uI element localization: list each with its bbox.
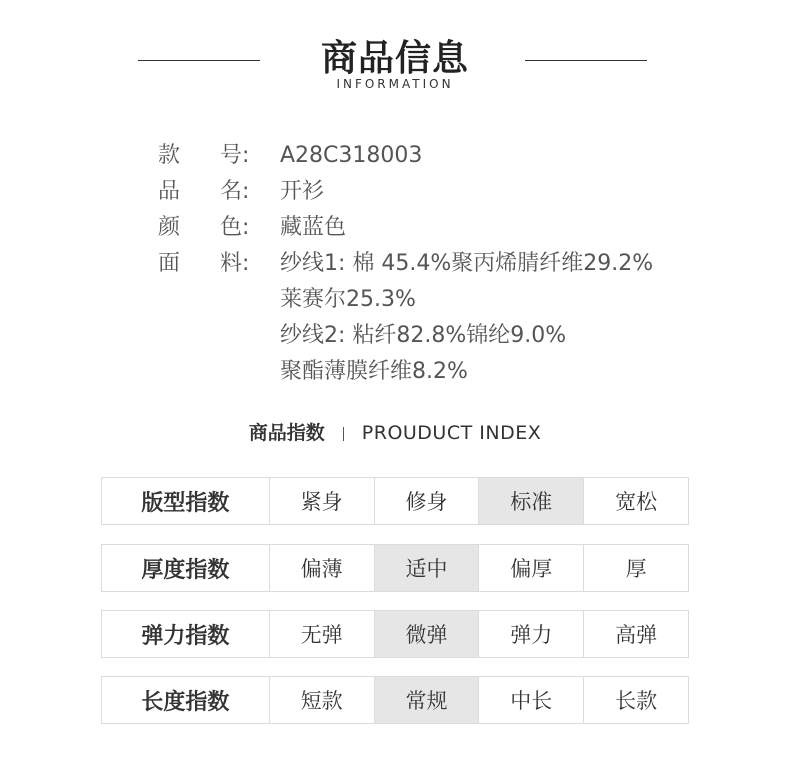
fabric-line: 莱赛尔25.3% <box>280 287 416 312</box>
index-option: 无弹 <box>269 611 374 657</box>
index-option: 中长 <box>478 677 583 723</box>
info-label: 颜 色: <box>158 215 250 240</box>
index-option: 短款 <box>269 677 374 723</box>
header-divider-right <box>525 60 647 61</box>
index-option: 弹力 <box>478 611 583 657</box>
index-option: 偏厚 <box>478 545 583 591</box>
fabric-line: 聚酯薄膜纤维8.2% <box>280 359 468 384</box>
index-option: 长款 <box>583 677 688 723</box>
product-name-value: 开衫 <box>280 179 325 204</box>
info-label: 款 号: <box>158 143 250 168</box>
index-row-fit <box>101 477 689 525</box>
index-option: 紧身 <box>269 478 374 524</box>
product-index-title-en: PROUDUCT INDEX <box>361 422 542 444</box>
index-row-length <box>101 676 689 724</box>
index-row-elasticity <box>101 610 689 658</box>
color-value: 藏蓝色 <box>280 215 347 240</box>
page-title: 商品信息 <box>320 38 469 79</box>
product-index-title <box>0 418 790 445</box>
index-row-label: 弹力指数 <box>141 623 230 649</box>
index-option: 宽松 <box>583 478 688 524</box>
fabric-value <box>280 246 653 390</box>
index-option: 修身 <box>374 478 479 524</box>
index-option: 厚 <box>583 545 688 591</box>
fabric-line: 纱线1: 棉 45.4%聚丙烯腈纤维29.2% <box>280 251 654 276</box>
index-row-thickness <box>101 544 689 592</box>
info-label: 品 名: <box>158 179 250 204</box>
index-row-label: 长度指数 <box>141 689 230 715</box>
title-separator <box>343 427 344 441</box>
index-option: 高弹 <box>583 611 688 657</box>
info-row-color <box>158 210 653 246</box>
index-option: 微弹 <box>374 611 479 657</box>
style-number-value: A28C318003 <box>280 143 423 168</box>
info-row-style-no <box>158 138 653 174</box>
product-info <box>158 138 653 390</box>
section-header <box>0 0 790 100</box>
fabric-line: 纱线2: 粘纤82.8%锦纶9.0% <box>280 323 567 348</box>
product-index-title-cn: 商品指数 <box>248 422 325 444</box>
info-label: 面 料: <box>158 251 250 276</box>
index-option: 适中 <box>374 545 479 591</box>
index-row-label: 版型指数 <box>141 490 230 516</box>
index-option: 标准 <box>478 478 583 524</box>
page-subtitle: INFORMATION <box>336 77 454 91</box>
info-row-fabric <box>158 246 653 390</box>
index-option: 偏薄 <box>269 545 374 591</box>
index-option: 常规 <box>374 677 479 723</box>
index-row-label: 厚度指数 <box>141 557 230 583</box>
info-row-product-name <box>158 174 653 210</box>
